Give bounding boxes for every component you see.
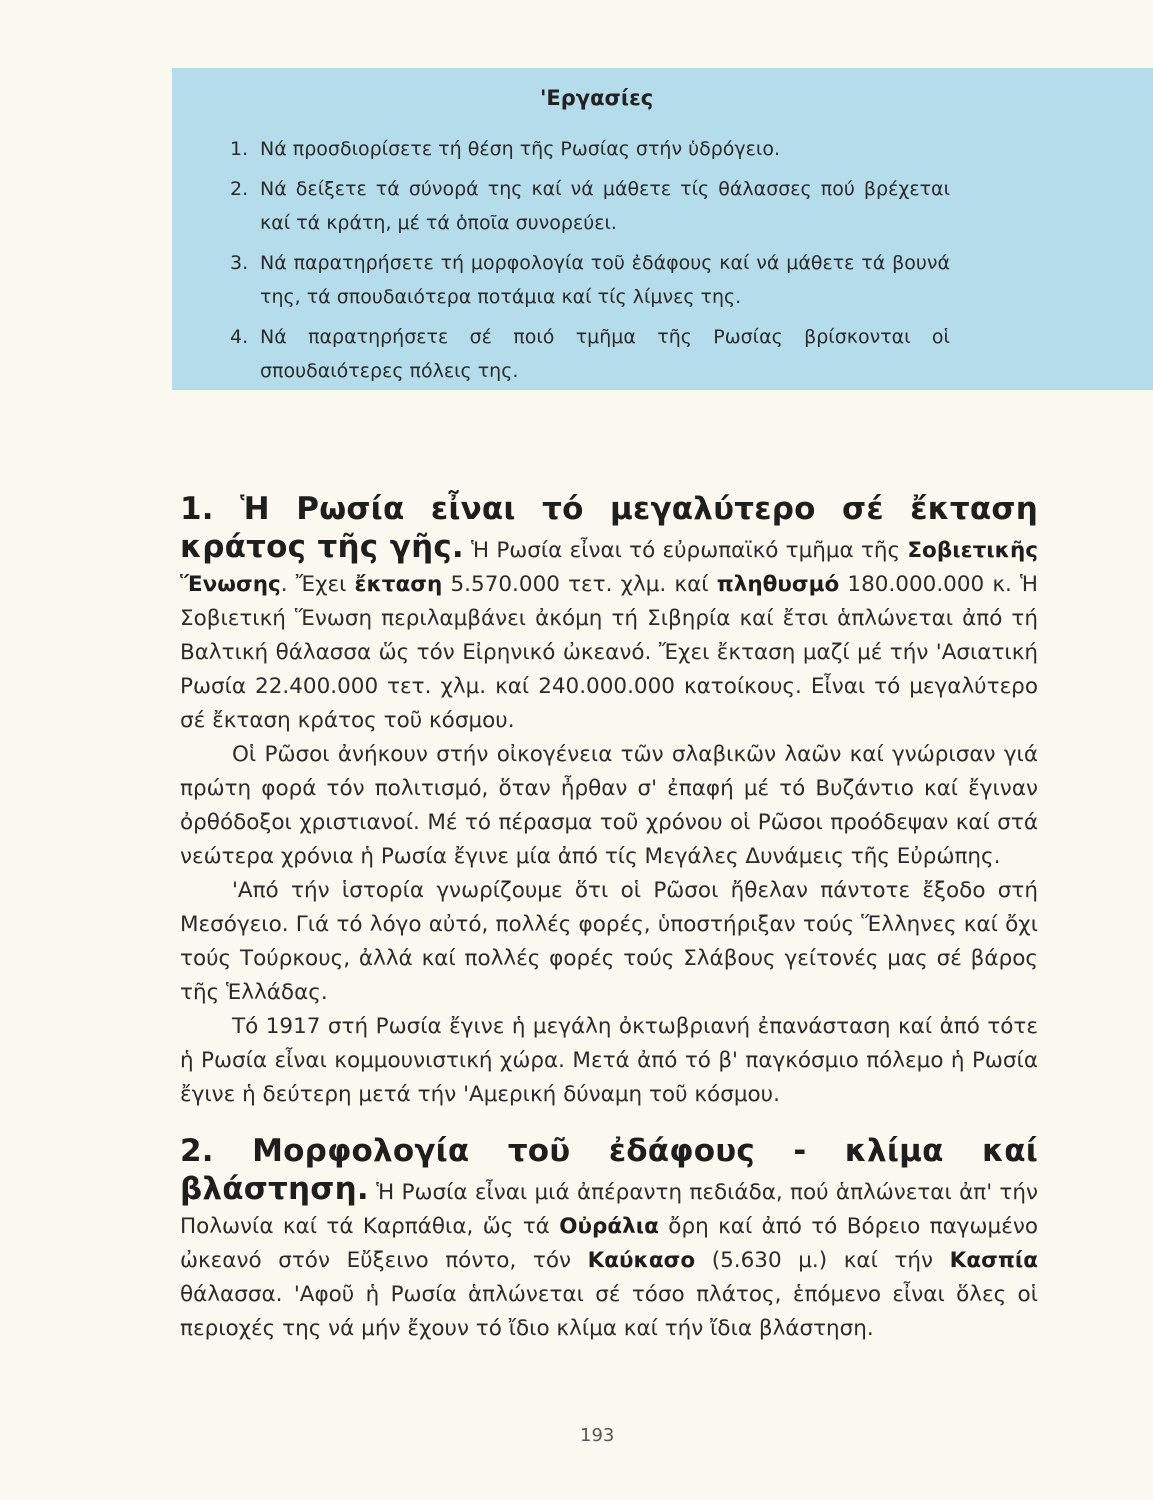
text-run: Ἡ Ρωσία εἶναι μιά ἀπέραντη πεδιάδα, πού ἁπλώνεται ἀπ' τήν Πολωνία καί τά Καρπάθια, ὥς τά: [180, 1180, 1038, 1239]
keyword: Κασπία: [949, 1248, 1038, 1273]
list-item: [230, 132, 950, 166]
keyword: πληθυσμό: [716, 572, 840, 597]
section-morphology: [180, 1134, 1038, 1346]
task-number: 4.: [230, 326, 249, 348]
keyword: Σοβιετικῆς Ἕνωσης: [180, 538, 1038, 597]
section-heading: 2. Μορφολογία τοῦ ἐδάφους - κλίμα καί βλάστηση.: [180, 1133, 1038, 1207]
keyword: Καύκασο: [587, 1248, 696, 1273]
text-run: ὄρη καί ἀπό τό Βόρειο παγωμένο ὠκεανό στόν Εὔξεινο πόντο, τόν: [180, 1214, 1038, 1273]
task-text: Νά δείξετε τά σύνορά της καί νά μάθετε τίς θάλασσες πού βρέχεται καί τά κράτη, μέ τά ὁποῖα συνορεύει.: [260, 178, 950, 234]
keyword: Οὐράλια: [559, 1214, 659, 1239]
text-run: 5.570.000 τετ. χλμ. καί: [442, 572, 717, 597]
task-number: 3.: [230, 252, 249, 274]
keyword: ἔκταση: [354, 572, 443, 597]
tasks-box: [172, 68, 1153, 390]
text-run: Ἡ Ρωσία εἶναι τό εὐρωπαϊκό τμῆμα τῆς: [463, 538, 908, 563]
task-text: Νά προσδιορίσετε τή θέση τῆς Ρωσίας στήν ὑδρόγειο.: [260, 138, 781, 160]
task-number: 1.: [230, 138, 249, 160]
task-list: [230, 132, 950, 394]
paragraph: [180, 492, 1038, 738]
section-heading: 1. Ἡ Ρωσία εἶναι τό μεγαλύτερο σέ ἔκταση κράτος τῆς γῆς.: [180, 491, 1038, 565]
text-run: 180.000.000 κ. Ἡ Σοβιετική Ἕνωση περιλαμβάνει ἀκόμη τή Σιβηρία καί ἔτσι ἁπλώνεται ἀπό τή Βαλτική θάλασσα ὥς τόν Εἰρηνικό ὠκεανό. Ἔχει ἔκταση μαζί μέ τήν 'Ασιατική Ρωσία 22.400.000 τετ. χλμ. καί 240.000.000 κατοίκους. Εἶναι τό μεγαλύτερο σέ ἔκταση κράτος τοῦ κόσμου.: [180, 572, 1038, 733]
paragraph: [180, 1134, 1038, 1346]
paragraph: Τό 1917 στή Ρωσία ἔγινε ἡ μεγάλη ὀκτωβριανή ἐπανάσταση καί ἀπό τότε ἡ Ρωσία εἶναι κομμουνιστική χώρα. Μετά ἀπό τό β' παγκόσμιο πόλεμο ἡ Ρωσία ἔγινε ἡ δεύτερη μετά τήν 'Αμερική δύναμη τοῦ κόσμου.: [180, 1014, 1038, 1107]
task-text: Νά παρατηρήσετε σέ ποιό τμῆμα τῆς Ρωσίας βρίσκονται οἱ σπουδαιότερες πόλεις της.: [260, 326, 950, 382]
text-run: (5.630 μ.) καί τήν: [695, 1248, 950, 1273]
task-number: 2.: [230, 178, 249, 200]
paragraph: Οἱ Ρῶσοι ἀνήκουν στήν οἰκογένεια τῶν σλαβικῶν λαῶν καί γνώρισαν γιά πρώτη φορά τόν πολιτισμό, ὅταν ἦρθαν σ' ἐπαφή μέ τό Βυζάντιο καί ἔγιναν ὀρθόδοξοι χριστιανοί. Μέ τό πέρασμα τοῦ χρόνου οἱ Ρῶσοι προόδεψαν καί στά νεώτερα χρόνια ἡ Ρωσία ἔγινε μία ἀπό τίς Μεγάλες Δυνάμεις τῆς Εὐρώπης.: [180, 742, 1038, 869]
paragraph: 'Από τήν ἱστορία γνωρίζουμε ὅτι οἱ Ρῶσοι ἤθελαν πάντοτε ἔξοδο στή Μεσόγειο. Γιά τό λόγο αὐτό, πολλές φορές, ὑποστήριξαν τούς Ἕλληνες καί ὄχι τούς Τούρκους, ἀλλά καί πολλές φορές τούς Σλάβους γείτονές μας σέ βάρος τῆς Ἑλλάδας.: [180, 878, 1038, 1005]
task-text: Νά παρατηρήσετε τή μορφολογία τοῦ ἐδάφους καί νά μάθετε τά βουνά της, τά σπουδαιότερα ποτάμια καί τίς λίμνες της.: [260, 252, 950, 308]
list-item: [230, 246, 950, 314]
page-number: 193: [580, 1425, 615, 1446]
text-run: θάλασσα. 'Αφοῦ ἡ Ρωσία ἁπλώνεται σέ τόσο πλάτος, ἑπόμενο εἶναι ὅλες οἱ περιοχές της νά μήν ἔχουν τό ἴδιο κλίμα καί τήν ἴδια βλάστηση.: [180, 1282, 1038, 1341]
tasks-title: 'Εργασίες: [540, 86, 654, 110]
list-item: [230, 172, 950, 240]
list-item: [230, 320, 950, 388]
section-russia-size: [180, 492, 1038, 1112]
text-run: . Ἔχει: [280, 572, 355, 597]
